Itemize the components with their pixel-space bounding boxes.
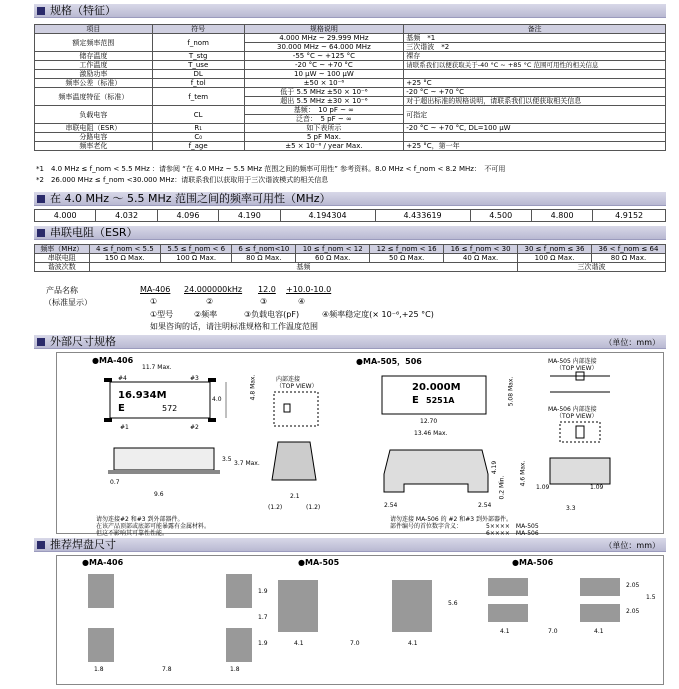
esr-mode: 基频 bbox=[89, 263, 517, 272]
pn-part-2: 24.000000kHz bbox=[184, 285, 243, 294]
esr-mode: 三次谐波 bbox=[518, 263, 666, 272]
ma505-label: ●MA-505，506 bbox=[356, 357, 422, 366]
esr-head: 10 ≤ f_nom < 12 bbox=[296, 245, 370, 254]
ma505-d3: 4.6 Max. bbox=[519, 460, 527, 487]
ma406-d3: 3.5 bbox=[222, 456, 232, 463]
ma406-side-drawing bbox=[104, 446, 244, 496]
ma406-mark2: E bbox=[118, 403, 125, 414]
pad406-bl bbox=[88, 628, 114, 662]
topview-d2: (1.2) bbox=[268, 504, 283, 511]
esr-head: 频率（MHz） bbox=[35, 245, 90, 254]
section-square-icon bbox=[37, 7, 45, 15]
spec-header-sym: 符号 bbox=[152, 25, 244, 34]
pn-mark-1: ① bbox=[150, 297, 158, 306]
topview-d3: (1.2) bbox=[306, 504, 321, 511]
spec-header-val: 规格说明 bbox=[244, 25, 404, 34]
pn-desc-4: ④频率稳定度(× 10⁻⁶,+25 °C) bbox=[322, 310, 434, 319]
ma406-d2: 9.6 bbox=[154, 491, 164, 498]
pad506-f: 4.1 bbox=[594, 628, 604, 635]
spec-note: 基频 *1 bbox=[404, 34, 666, 43]
pad406-a: 1.9 bbox=[258, 588, 268, 595]
ma505-width: 12.70 bbox=[420, 418, 438, 425]
ma406-mark1: 16.934M bbox=[118, 390, 167, 401]
spec-val: 如下表所示 bbox=[244, 124, 404, 133]
section-square-icon bbox=[37, 541, 45, 549]
freq-cell: 4.190 bbox=[219, 210, 280, 222]
freq-table bbox=[34, 209, 666, 222]
freq-cell: 4.800 bbox=[531, 210, 592, 222]
topview-side bbox=[264, 440, 324, 490]
esr-head: 4 ≤ f_nom < 5.5 bbox=[89, 245, 160, 254]
spec-sym: f_tem bbox=[152, 88, 244, 106]
spec-item: 工作温度 bbox=[35, 61, 153, 70]
esr-title: 串联电阻（ESR） bbox=[50, 226, 138, 239]
spec-sym: C₀ bbox=[152, 133, 244, 142]
section-square-icon bbox=[37, 338, 45, 346]
spec-sym: f_nom bbox=[152, 34, 244, 52]
spec-item: 额定频率范围 bbox=[35, 34, 153, 52]
pn-contact: 如果咨询的话，请注明标准规格和工作温度范围 bbox=[150, 322, 318, 331]
spec-val: -20 °C ~ +70 °C bbox=[244, 61, 404, 70]
topview-diagram bbox=[272, 390, 322, 430]
ma505-d2: 2.54 bbox=[478, 502, 492, 509]
esr-cell: 40 Ω Max. bbox=[444, 254, 518, 263]
int506-diagram bbox=[540, 418, 620, 448]
spec-note: -20 °C ~ +70 °C bbox=[404, 88, 666, 97]
note406c: 但这不影响其可靠性性能。 bbox=[96, 530, 169, 537]
ma406-pin2: #2 bbox=[190, 424, 199, 431]
ma505-mark1: 20.000M bbox=[412, 382, 461, 393]
ma406-mark3: 572 bbox=[162, 404, 178, 413]
pad406-br bbox=[226, 628, 252, 662]
ma406-width: 11.7 Max. bbox=[142, 364, 172, 371]
pad506-c: 2.05 bbox=[626, 608, 640, 615]
spec-note: 裸存 bbox=[404, 52, 666, 61]
spec-note: 三次谐波 *2 bbox=[404, 43, 666, 52]
spec-note: 对于超出标准的规格说明，请联系我们以便获取相关信息 bbox=[404, 97, 666, 106]
pad506-br bbox=[580, 604, 620, 622]
pads-title: 推荐焊盘尺寸 bbox=[50, 538, 116, 551]
spec-val: 5 pF Max. bbox=[244, 133, 404, 142]
pad406-e: 7.8 bbox=[162, 666, 172, 673]
spec-val: 低于 5.5 MHz ±50 × 10⁻⁶ bbox=[244, 88, 404, 97]
pn-part-3: 12.0 bbox=[258, 285, 276, 294]
esr-section-header bbox=[34, 226, 666, 240]
int505-diagram bbox=[540, 370, 620, 404]
note406b: 在该产品顶部或底部可能暴露有金属材料。 bbox=[96, 523, 211, 530]
esr-head: 36 < f_nom ≤ 64 bbox=[591, 245, 665, 254]
esr-cell: 80 Ω Max. bbox=[591, 254, 665, 263]
note505d: 6×××× MA-506 bbox=[486, 530, 539, 537]
spec-table bbox=[34, 24, 666, 151]
pn-desc-2: ②频率 bbox=[194, 310, 218, 319]
pad406-f: 1.8 bbox=[230, 666, 240, 673]
ma505-mark3: 5251A bbox=[426, 396, 455, 405]
freq-cell: 4.9152 bbox=[593, 210, 666, 222]
pad406-tr bbox=[226, 574, 252, 608]
spec-val: 30.000 MHz ~ 64.000 MHz bbox=[244, 43, 404, 52]
section-square-icon bbox=[37, 229, 45, 237]
spec-sym: f_age bbox=[152, 142, 244, 151]
ma505-d5: 1.09 bbox=[536, 484, 550, 491]
spec-sym: T_use bbox=[152, 61, 244, 70]
esr-head: 16 ≤ f_nom < 30 bbox=[444, 245, 518, 254]
spec-val: 泛音： 5 pF ~ ∞ bbox=[244, 115, 404, 124]
spec-val: 超出 5.5 MHz ±30 × 10⁻⁶ bbox=[244, 97, 404, 106]
spec-header-item: 项目 bbox=[35, 25, 153, 34]
table-row bbox=[35, 61, 666, 70]
dims-unit: （单位：mm） bbox=[604, 338, 660, 347]
esr-cell: 150 Ω Max. bbox=[89, 254, 160, 263]
spec-title: 规格（特征） bbox=[50, 4, 116, 17]
int505-label: MA-505 内部连接 bbox=[548, 358, 597, 365]
ma406-label: ●MA-406 bbox=[92, 356, 134, 365]
spec-note: -20 °C ~ +70 °C, DL=100 µW bbox=[404, 124, 666, 133]
ma505-h2: 4.19 bbox=[491, 460, 499, 475]
topview-d1: 2.1 bbox=[290, 493, 300, 500]
esr-cell: 80 Ω Max. bbox=[232, 254, 296, 263]
freq-cell: 4.096 bbox=[157, 210, 218, 222]
pad505-left bbox=[278, 580, 318, 632]
spec-item: 分路电容 bbox=[35, 133, 153, 142]
ma406-height: 4.8 Max. bbox=[249, 374, 257, 401]
pad505-label: ●MA-505 bbox=[298, 558, 340, 567]
pad506-e: 7.0 bbox=[548, 628, 558, 635]
spec-sym: f_tol bbox=[152, 79, 244, 88]
table-row bbox=[35, 34, 666, 43]
spec-note-1: *1 4.0 MHz ≤ f_nom < 5.5 MHz ：请参阅 “在 4.0 MHz ~ 5.5 MHz 范围之间的频率可用性” 参考资料。8.0 MHz < f_nom < 8.2 MHz： 不可用 bbox=[36, 165, 506, 173]
pad506-tr bbox=[580, 578, 620, 596]
ma505-side-drawing bbox=[376, 448, 506, 508]
freq-cell: 4.000 bbox=[35, 210, 96, 222]
pad505-d: 4.1 bbox=[408, 640, 418, 647]
topview-sub: （TOP VIEW） bbox=[276, 383, 318, 390]
spec-sym: DL bbox=[152, 70, 244, 79]
spec-note bbox=[404, 70, 666, 79]
table-row bbox=[35, 133, 666, 142]
freq-cell: 4.500 bbox=[470, 210, 531, 222]
pad506-label: ●MA-506 bbox=[512, 558, 554, 567]
esr-cell: 50 Ω Max. bbox=[370, 254, 444, 263]
pad506-b: 1.5 bbox=[646, 594, 656, 601]
spec-sym: T_stg bbox=[152, 52, 244, 61]
freq-section-header bbox=[34, 192, 666, 206]
spec-val: 4.000 MHz ~ 29.999 MHz bbox=[244, 34, 404, 43]
int506-sub: （TOP VIEW） bbox=[556, 413, 598, 420]
dims-section-header bbox=[34, 335, 666, 349]
spec-note: +25 °C bbox=[404, 79, 666, 88]
pn-label-std: （标准显示） bbox=[44, 298, 92, 307]
esr-cell: 串联电阻 bbox=[35, 254, 90, 263]
int506-label: MA-506 内部连接 bbox=[548, 406, 597, 413]
pad406-c: 1.9 bbox=[258, 640, 268, 647]
table-row bbox=[35, 70, 666, 79]
spec-val: 基频： 10 pF ~ ∞ bbox=[244, 106, 404, 115]
note505: 请勿连接 MA-506 的 #2 和#3 到外部器件。 bbox=[390, 516, 512, 523]
freq-title: 在 4.0 MHz ～ 5.5 MHz 范围之间的频率可用性（MHz） bbox=[50, 192, 331, 205]
pad506-d: 4.1 bbox=[500, 628, 510, 635]
spec-item: 激励功率 bbox=[35, 70, 153, 79]
esr-cell: 100 Ω Max. bbox=[161, 254, 232, 263]
spec-header-note: 备注 bbox=[404, 25, 666, 34]
esr-cell: 100 Ω Max. bbox=[518, 254, 592, 263]
ma505-height: 5.08 Max. bbox=[507, 376, 515, 407]
freq-cell: 4.194304 bbox=[280, 210, 375, 222]
spec-item: 频率温度特征（标准） bbox=[35, 88, 153, 106]
note505b: 部件编号的首位数字含义： bbox=[390, 523, 463, 530]
section-square-icon bbox=[37, 195, 45, 203]
esr-head: 6 ≤ f_nom<10 bbox=[232, 245, 296, 254]
table-row bbox=[35, 124, 666, 133]
table-row bbox=[35, 52, 666, 61]
pads-unit: （单位：mm） bbox=[604, 541, 660, 550]
table-row bbox=[35, 88, 666, 97]
esr-cell: 60 Ω Max. bbox=[296, 254, 370, 263]
pad505-c: 7.0 bbox=[350, 640, 360, 647]
pn-part-1: MA-406 bbox=[140, 285, 171, 294]
pn-desc-3: ③负载电容(pF) bbox=[244, 310, 300, 319]
spec-sym: R₁ bbox=[152, 124, 244, 133]
spec-val: -55 °C ~ +125 °C bbox=[244, 52, 404, 61]
spec-section-header bbox=[34, 4, 666, 18]
ma505-width2: 13.46 Max. bbox=[414, 430, 448, 437]
spec-item: 负载电容 bbox=[35, 106, 153, 124]
pad406-d: 1.8 bbox=[94, 666, 104, 673]
freq-cell: 4.032 bbox=[96, 210, 157, 222]
esr-head: 5.5 ≤ f_nom < 6 bbox=[161, 245, 232, 254]
spec-sym: CL bbox=[152, 106, 244, 124]
spec-item: 储存温度 bbox=[35, 52, 153, 61]
ma406-pin4: #4 bbox=[118, 375, 127, 382]
pad506-bl bbox=[488, 604, 528, 622]
ma505-mark2: E bbox=[412, 395, 419, 406]
ma406-pin3: #3 bbox=[190, 375, 199, 382]
pn-mark-2: ② bbox=[206, 297, 214, 306]
table-row bbox=[35, 142, 666, 151]
ma406-pin1: #1 bbox=[120, 424, 129, 431]
ma406-d4: 3.7 Max. bbox=[234, 460, 260, 467]
pad406-b: 1.7 bbox=[258, 614, 268, 621]
ma406-h2: 4.0 bbox=[212, 396, 222, 403]
spec-note: 可指定 bbox=[404, 106, 666, 124]
spec-val: 10 µW ~ 100 µW bbox=[244, 70, 404, 79]
spec-note-2: *2 26.000 MHz ≤ f_nom <30.000 MHz：请联系我们以获取用于三次谐波模式的相关信息 bbox=[36, 176, 329, 184]
pn-part-4: +10.0-10.0 bbox=[286, 285, 332, 294]
note406: 请勿连接#2 和#3 到外部器件。 bbox=[96, 516, 184, 523]
ma505-d7: 3.3 bbox=[566, 505, 576, 512]
ma406-d1: 0.7 bbox=[110, 479, 120, 486]
spec-note bbox=[404, 133, 666, 142]
pads-section-header bbox=[34, 538, 666, 552]
ma505-d6: 1.09 bbox=[590, 484, 604, 491]
pad506-a: 2.05 bbox=[626, 582, 640, 589]
pn-mark-3: ③ bbox=[260, 297, 268, 306]
pn-label: 产品名称 bbox=[46, 286, 78, 295]
pad505-right bbox=[392, 580, 432, 632]
ma505-d4: 0.2 Min. bbox=[498, 475, 506, 500]
esr-table bbox=[34, 244, 666, 272]
pad406-tl bbox=[88, 574, 114, 608]
int505-sub: （TOP VIEW） bbox=[556, 365, 598, 372]
ma505-d1: 2.54 bbox=[384, 502, 398, 509]
pad505-a: 5.6 bbox=[448, 600, 458, 607]
dims-title: 外部尺寸规格 bbox=[50, 335, 116, 348]
pad505-b: 4.1 bbox=[294, 640, 304, 647]
note505c: 5×××× MA-505 bbox=[486, 523, 539, 530]
spec-item: 频率老化 bbox=[35, 142, 153, 151]
table-row bbox=[35, 106, 666, 115]
spec-item: 频率公差（标准） bbox=[35, 79, 153, 88]
ma506-side-drawing bbox=[540, 454, 620, 494]
topview-label: 内部连接 bbox=[276, 376, 301, 383]
spec-item: 串联电阻（ESR） bbox=[35, 124, 153, 133]
spec-note: 请联系我们以便获取关于-40 °C ~ +85 °C 范围可用性的相关信息 bbox=[404, 61, 666, 70]
esr-head: 30 ≤ f_nom ≤ 36 bbox=[518, 245, 592, 254]
spec-note: +25 °C，第一年 bbox=[404, 142, 666, 151]
spec-val: ±5 × 10⁻⁶ / year Max. bbox=[244, 142, 404, 151]
esr-head: 12 ≤ f_nom < 16 bbox=[370, 245, 444, 254]
esr-mode: 谐波次数 bbox=[35, 263, 90, 272]
pn-mark-4: ④ bbox=[298, 297, 306, 306]
spec-val: ±50 × 10⁻⁶ bbox=[244, 79, 404, 88]
pad406-label: ●MA-406 bbox=[82, 558, 124, 567]
pad506-tl bbox=[488, 578, 528, 596]
pads-frame bbox=[56, 555, 664, 685]
table-row bbox=[35, 79, 666, 88]
pn-desc-1: ①型号 bbox=[150, 310, 174, 319]
freq-cell: 4.433619 bbox=[375, 210, 470, 222]
